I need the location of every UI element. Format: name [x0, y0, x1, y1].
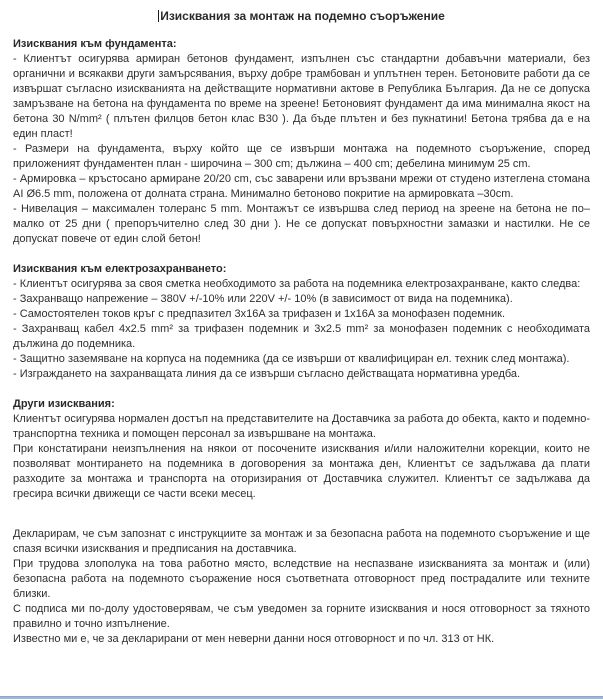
section-heading: Други изисквания:	[13, 398, 115, 410]
paragraph: - Армировка – кръстосано армиране 20/20 cm, със заварени или връзвани мрежи от студено изтеглена стомана AI Ø6.5 mm, положена от долната страна. Минимално бетоново покритие на армировката –30cm.	[13, 173, 590, 200]
page-title	[13, 9, 590, 24]
paragraph: - Клиентът осигурява за своя сметка необходимото за работа на подемника електрозахранване, както следва:	[13, 278, 581, 290]
window-bottom-edge	[0, 696, 603, 699]
document-section	[13, 37, 590, 247]
section-heading: Изисквания към електрозахранването:	[13, 263, 227, 275]
document-body	[13, 37, 590, 647]
page-title-text: Изисквания за монтаж на подемно съоръжение	[160, 9, 445, 23]
document-section	[13, 262, 590, 382]
section-heading: Изисквания към фундамента:	[13, 38, 177, 50]
document-section	[13, 527, 590, 647]
paragraph: - Захранващо напрежение – 380V +/-10% или 220V +/- 10% (в зависимост от вида на подемника).	[13, 293, 513, 305]
paragraph: - Нивелация – максимален толеранс 5 mm. Монтажът се извършва след период на зреене на бетона не по–малко от 25 дни ( препоръчително след 30 дни ). Не се допускат повърхностни замазки и настилки. Не се допускат повече от един слой бетон!	[13, 203, 590, 245]
paragraph: При трудова злополука на това работно място, вследствие на неспазване изискванията за монтаж и (или) безопасна работа на подемното съоражение нося съответната отговорност пред пострадалите или техните близки.	[13, 558, 590, 600]
paragraph: Известно ми е, че за декларирани от мен неверни данни нося отговорност и по чл. 313 от НК.	[13, 633, 495, 645]
paragraph: - Клиентът осигурява армиран бетонов фундамент, изпълнен със стандартни добавъчни материали, без органични и всякакви други замърсявания, върху добре трамбован и уплътнен терен. Бетоновите работи да се извършат съгласно изискванията на действащите нормативни актове в Република България. Да не се допуска замръзване на бетона на фундамента по време на зреене! Бетоновият фундамент да има минимална якост на бетона 30 N/mm² ( плътен филцов бетон клас B30 ). Да бъде плътен и без пукнатини! Бетона трябва да е на един пласт!	[13, 53, 590, 140]
paragraph: При констатирани неизпълнения на някои от посочените изисквания и/или наложителни корекции, които не позволяват монтирането на подемника в договорения за монтажа ден, Клиентът се задължава да плати разходите за монтажа и транспорта на оторизирания от Доставчика служител. Клиентът се задължава да гресира всички движещи се части всеки месец.	[13, 443, 590, 500]
paragraph: Клиентът осигурява нормален достъп на представителите на Доставчика за работа до обекта, както и подемно-транспортна техника и помощен персонал за извършване на монтажа.	[13, 413, 590, 440]
paragraph: С подписа ми по-долу удостоверявам, че съм уведомен за горните изисквания и нося отговорност за тяхното правилно и точно изпълнение.	[13, 603, 590, 630]
paragraph: - Изграждането на захранващата линия да се извърши съгласно действащата нормативна уредба.	[13, 368, 521, 380]
paragraph: - Захранващ кабел 4x2.5 mm² за трифазен подемник и 3x2.5 mm² за монофазен подемник с необходимата дължина до подемника.	[13, 323, 590, 350]
paragraph: - Самостоятелен токов кръг с предпазител 3x16A за трифазен и 1x16A за монофазен подемник.	[13, 308, 506, 320]
paragraph: - Размери на фундамента, върху който ще се извърши монтажа на подемното съоръжение, според приложеният фундаментен план - широчина – 300 cm; дължина – 400 cm; дебелина минимум 25 cm.	[13, 143, 590, 170]
paragraph: Декларирам, че съм запознат с инструкциите за монтаж и за безопасна работа на подемното съоръжение и ще спазя всички изисквания и предписания на доставчика.	[13, 528, 590, 555]
document-section	[13, 397, 590, 502]
paragraph: - Защитно заземяване на корпуса на подемника (да се извърши от квалифициран ел. техник след монтажа).	[13, 353, 570, 365]
